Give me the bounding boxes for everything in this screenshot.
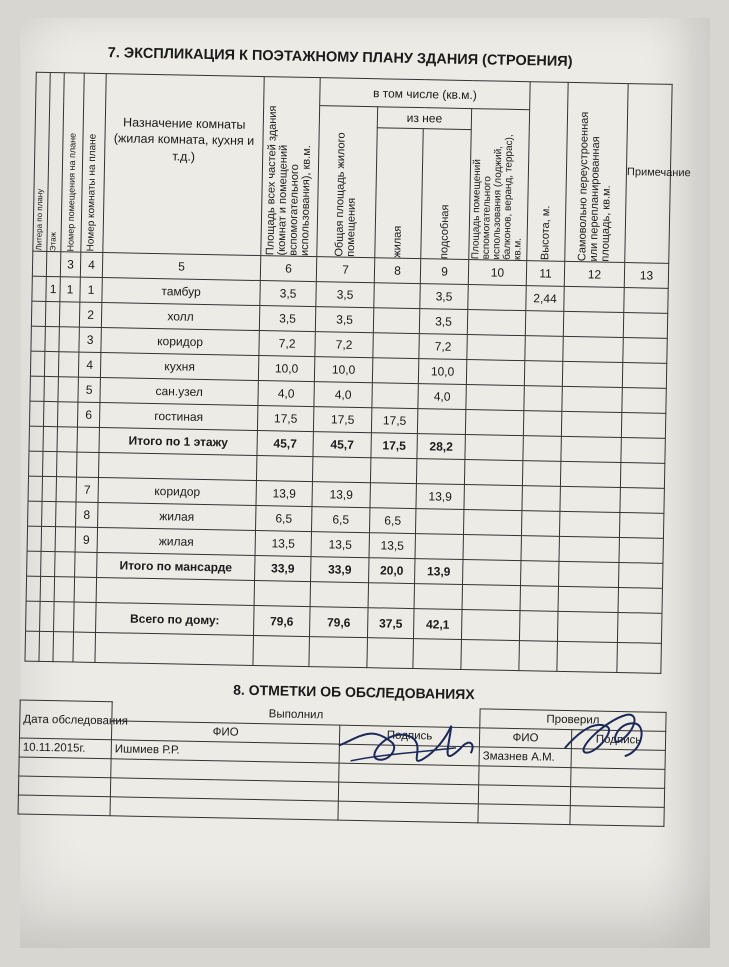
- checker-signature-drawing: [554, 700, 665, 772]
- table-row: 7 коридор 13,9 13,9 13,9: [28, 476, 664, 513]
- explication-table: [24, 72, 691, 674]
- header-living: жилая: [375, 128, 423, 259]
- header-unauthorized-area: Самовольно переустроенная или перепланированная площадь, кв.м.: [565, 82, 628, 262]
- performer-fio-header: ФИО: [111, 721, 339, 744]
- table-row: 9 жилая 13,5 13,5 13,5: [27, 526, 663, 563]
- header-room-number: Номер комнаты на плане: [81, 73, 106, 252]
- header-floor: Этаж: [47, 72, 64, 251]
- section-8-title: 8. ОТМЕТКИ ОБ ОБСЛЕДОВАНИЯХ: [233, 681, 475, 703]
- checker-signature-header: Подпись: [571, 730, 665, 751]
- header-general-area: Общая площадь жилого помещения: [317, 106, 378, 258]
- performer-name: Ишмиев Р.Р.: [111, 740, 339, 763]
- header-note: Примечание: [625, 84, 672, 264]
- header-room-purpose: Назначение комнаты (жилая комната, кухня и т.д.): [103, 74, 264, 256]
- table-row: 5 сан.узел 4,0 4,0 4,0: [30, 376, 666, 413]
- header-auxiliary-area: Площадь помещений вспомогательного использования (лоджий, балконов, веранд, террас), кв.м.: [469, 109, 530, 261]
- table-row: 4 кухня 10,0 10,0 10,0: [30, 351, 666, 388]
- subtotal-attic-row: Итого по мансарде 33,9 33,9 20,0 13,9: [27, 551, 663, 588]
- table-row: 1 1 1 тамбур 3,5 3,5 3,5 2,44: [32, 276, 668, 313]
- subtotal-floor1-row: Итого по 1 этажу 45,7 45,7 17,5 28,2: [29, 426, 665, 463]
- performed-header: Выполнил: [112, 702, 480, 728]
- inspection-date-header: Дата обследования: [19, 700, 112, 740]
- header-utility: подсобная: [421, 129, 471, 260]
- table-row: 2 холл 3,5 3,5 3,5: [31, 301, 667, 338]
- grand-total-row: Всего по дому: 79,6 79,6 37,5 42,1: [26, 601, 662, 643]
- header-height: Высота, м.: [527, 82, 568, 262]
- table-row: 8 жилая 6,5 6,5 6,5: [28, 501, 664, 538]
- checked-header: Проверил: [480, 709, 666, 732]
- header-lit: Литера по плану: [33, 72, 50, 251]
- performer-signature-drawing: [330, 705, 481, 778]
- table-row: 3 коридор 7,2 7,2 7,2: [31, 326, 667, 363]
- performer-signature-header: Подпись: [339, 725, 479, 747]
- header-premise-number: Номер помещения на плане: [61, 73, 84, 252]
- checker-fio-header: ФИО: [479, 728, 571, 749]
- checker-name: Змазнев А.М.: [479, 747, 571, 768]
- header-of-which: из нее: [377, 107, 471, 130]
- section-7-title: 7. ЭКСПЛИКАЦИЯ К ПОЭТАЖНОМУ ПЛАНУ ЗДАНИЯ (СТРОЕНИЯ): [107, 45, 573, 71]
- header-including: в том числе (кв.м.): [320, 78, 531, 110]
- inspection-date: 10.11.2015г.: [19, 738, 111, 759]
- header-total-area: Площадь всех частей здания (комнат и помещений вспомогательного использования), кв.м.: [261, 77, 320, 257]
- column-numbers-row: 3 4 5 6 7 8 9 10 11 12 13: [32, 251, 668, 288]
- table-row: 6 гостиная 17,5 17,5 17,5: [29, 401, 665, 438]
